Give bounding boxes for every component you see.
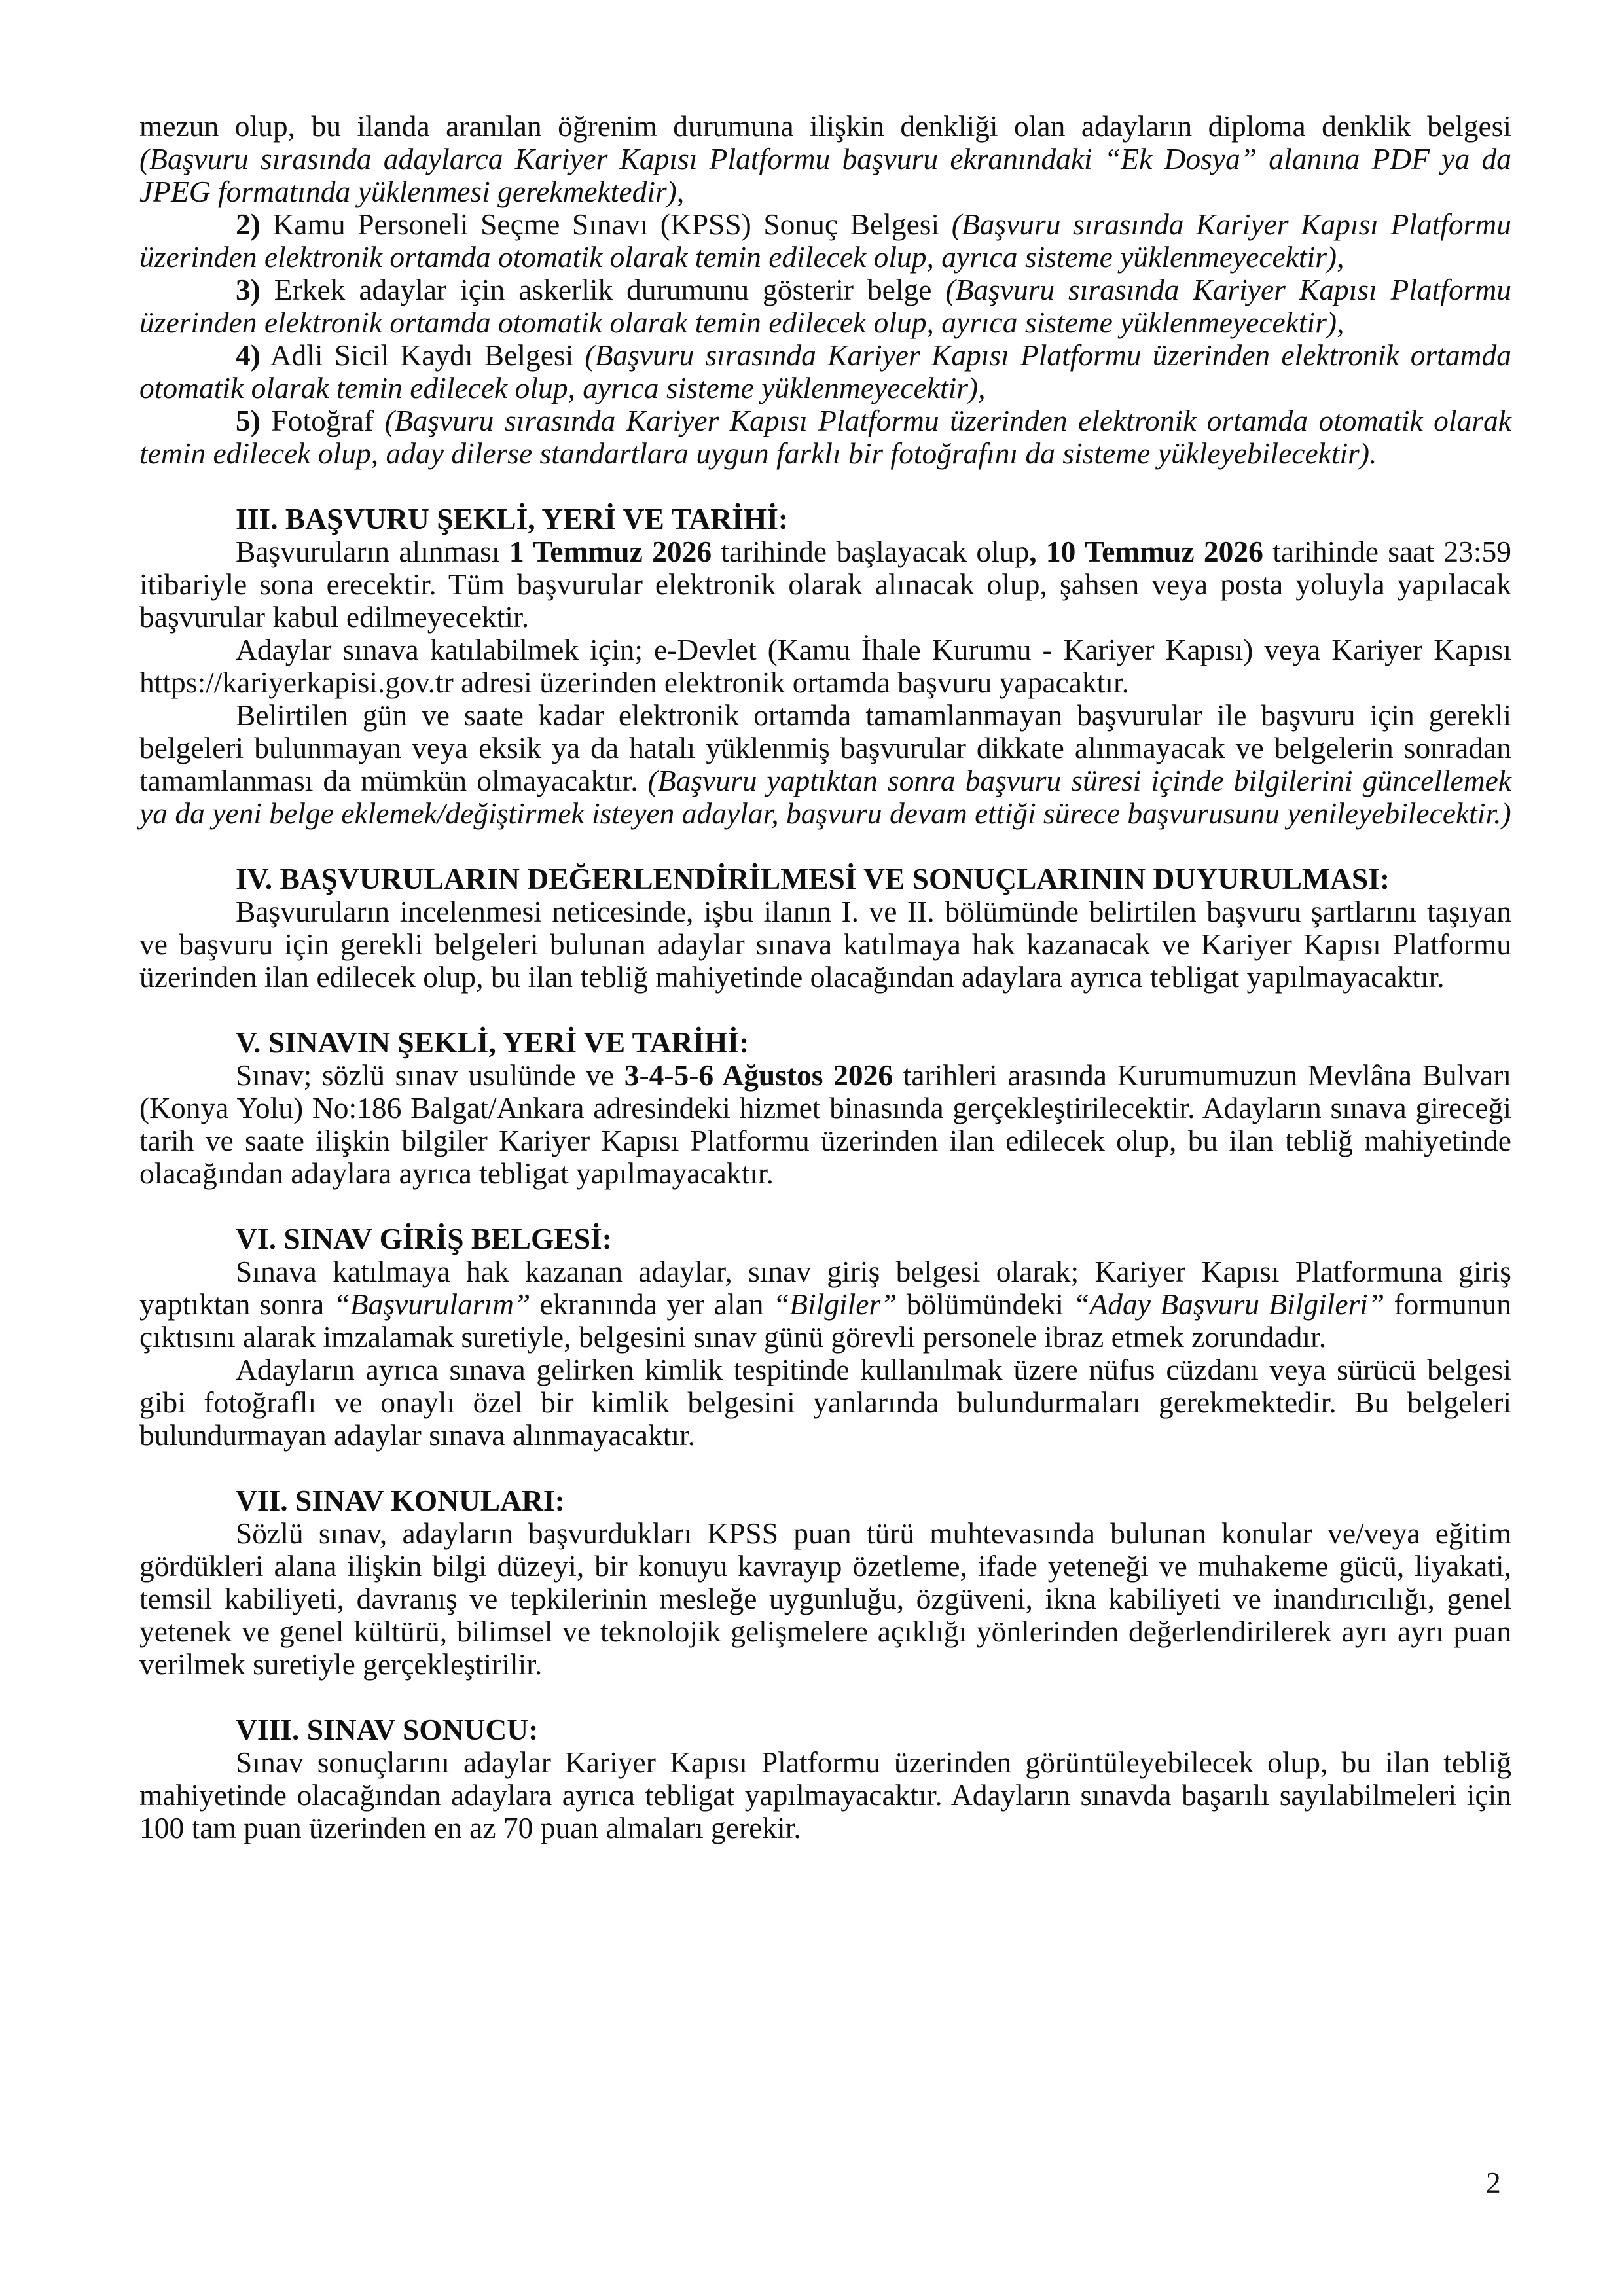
page-number: 2 <box>1486 2166 1501 2199</box>
section-heading: III. BAŞVURU ŞEKLİ, YERİ VE TARİHİ: <box>236 502 789 535</box>
paragraph: Adaylar sınava katılabilmek için; e-Devlet (Kamu İhale Kurumu - Kariyer Kapısı) veya Kariyer Kapısı https://kariyerkapisi.gov.tr adresi üzerinden elektronik ortamda başvuru yapacaktır. <box>139 633 1511 699</box>
list-item: 5) Fotoğraf (Başvuru sırasında Kariyer Kapısı Platformu üzerinden elektronik ortamda otomatik olarak temin edilecek olup, aday dilerse standartlara uygun farklı bir fotoğrafını da sisteme yükleyebilecektir). <box>139 404 1511 470</box>
paragraph: Sınav sonuçlarını adaylar Kariyer Kapısı Platformu üzerinden görüntüleyebilecek olup, bu ilan tebliğ mahiyetinde olacağından adaylara ayrıca tebligat yapılmayacaktır. Adayların sınavda başarılı sayılabilmeleri için 100 tam puan üzerinden en az 70 puan almaları gerekir. <box>139 1746 1511 1844</box>
paragraph: Sınava katılmaya hak kazanan adaylar, sınav giriş belgesi olarak; Kariyer Kapısı Platformuna giriş yaptıktan sonra “Başvurularım” ekranında yer alan “Bilgiler” bölümündeki “Aday Başvuru Bilgileri” formunun çıktısını alarak imzalamak suretiyle, belgesini sınav günü görevli personele ibraz etmek zorundadır. <box>139 1255 1511 1354</box>
section-heading: V. SINAVIN ŞEKLİ, YERİ VE TARİHİ: <box>236 1026 749 1059</box>
intro-paragraph: mezun olup, bu ilanda aranılan öğrenim durumuna ilişkin denkliği olan adayların diploma denklik belgesi (Başvuru sırasında adaylarca Kariyer Kapısı Platformu başvuru ekranındaki “Ek Dosya” alanına PDF ya da JPEG formatında yüklenmesi gerekmektedir), <box>139 109 1511 208</box>
section-heading: VI. SINAV GİRİŞ BELGESİ: <box>236 1222 612 1255</box>
paragraph: Sınav; sözlü sınav usulünde ve 3-4-5-6 Ağustos 2026 tarihleri arasında Kurumumuzun Mevlâna Bulvarı (Konya Yolu) No:186 Balgat/Ankara adresindeki hizmet binasında gerçekleştirilecektir. Adayların sınava gireceği tarih ve saate ilişkin bilgiler Kariyer Kapısı Platformu üzerinden ilan edilecek olup, bu ilan tebliğ mahiyetinde olacağından adaylara ayrıca tebligat yapılmayacaktır. <box>139 1058 1511 1190</box>
list-item: 3) Erkek adaylar için askerlik durumunu gösterir belge (Başvuru sırasında Kariyer Kapısı Platformu üzerinden elektronik ortamda otomatik olarak temin edilecek olup, ayrıca sisteme yüklenmeyecektir), <box>139 273 1512 339</box>
paragraph: Başvuruların incelenmesi neticesinde, işbu ilanın I. ve II. bölümünde belirtilen başvuru şartlarını taşıyan ve başvuru için gerekli belgeleri bulunan adaylar sınava katılmaya hak kazanacak ve Kariyer Kapısı Platformu üzerinden ilan edilecek olup, bu ilan tebliğ mahiyetinde olacağından adaylara ayrıca tebligat yapılmayacaktır. <box>139 895 1511 994</box>
paragraph: Adayların ayrıca sınava gelirken kimlik tespitinde kullanılmak üzere nüfus cüzdanı veya sürücü belgesi gibi fotoğraflı ve onaylı özel bir kimlik belgesini yanlarında bulundurmaları gerekmektedir. Bu belgeleri bulundurmayan adaylar sınava alınmayacaktır. <box>139 1353 1511 1452</box>
document-page <box>139 110 1511 1844</box>
paragraph: Sözlü sınav, adayların başvurdukları KPSS puan türü muhtevasında bulunan konular ve/veya eğitim gördükleri alana ilişkin bilgi düzeyi, bir konuyu kavrayıp özetleme, ifade yeteneği ve muhakeme gücü, liyakati, temsil kabiliyeti, davranış ve tepkilerinin mesleğe uygunluğu, özgüveni, ikna kabiliyeti ve inandırıcılığı, genel yetenek ve genel kültürü, bilimsel ve teknolojik gelişmelere açıklığı yönlerinden değerlendirilerek ayrı ayrı puan verilmek suretiyle gerçekleştirilir. <box>139 1516 1511 1681</box>
list-item: 4) Adli Sicil Kaydı Belgesi (Başvuru sırasında Kariyer Kapısı Platformu üzerinden elektronik ortamda otomatik olarak temin edilecek olup, ayrıca sisteme yüklenmeyecektir), <box>139 338 1512 404</box>
section-heading: IV. BAŞVURULARIN DEĞERLENDİRİLMESİ VE SONUÇLARININ DUYURULMASI: <box>236 862 1390 895</box>
list-item: 2) Kamu Personeli Seçme Sınavı (KPSS) Sonuç Belgesi (Başvuru sırasında Kariyer Kapısı Platformu üzerinden elektronik ortamda otomatik olarak temin edilecek olup, ayrıca sisteme yüklenmeyecektir), <box>139 207 1511 274</box>
section-heading: VII. SINAV KONULARI: <box>236 1484 565 1517</box>
section-heading: VIII. SINAV SONUCU: <box>236 1713 539 1746</box>
paragraph: Belirtilen gün ve saate kadar elektronik ortamda tamamlanmayan başvurular ile başvuru için gerekli belgeleri bulunmayan veya eksik ya da hatalı yüklenmiş başvurular dikkate alınmayacak ve belgelerin sonradan tamamlanması da mümkün olmayacaktır. (Başvuru yaptıktan sonra başvuru süresi içinde bilgilerini güncellemek ya da yeni belge eklemek/değiştirmek isteyen adaylar, başvuru devam ettiği sürece başvurusunu yenileyebilecektir.) <box>139 698 1511 830</box>
paragraph: Başvuruların alınması 1 Temmuz 2026 tarihinde başlayacak olup, 10 Temmuz 2026 tarihinde saat 23:59 itibariyle sona erecektir. Tüm başvurular elektronik olarak alınacak olup, şahsen veya posta yoluyla yapılacak başvurular kabul edilmeyecektir. <box>139 535 1511 634</box>
